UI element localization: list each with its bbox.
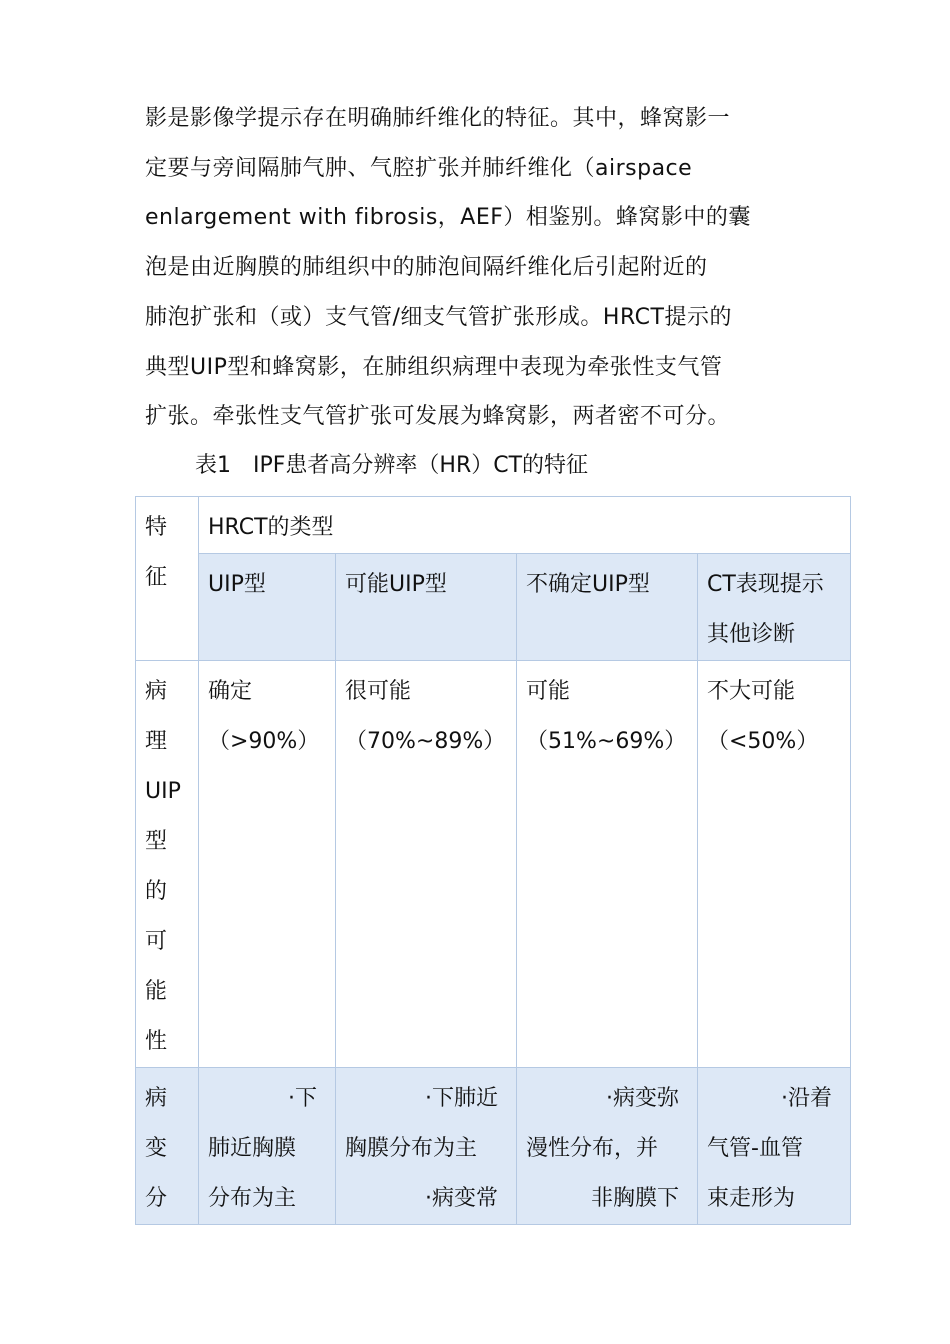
hrct-features-table <box>135 496 851 1225</box>
paragraph-line: 定要与旁间隔肺气肿、气腔扩张并肺纤维化（airspace <box>145 155 693 181</box>
body-paragraph <box>145 94 825 442</box>
probability-cell: 确定 （>90%） <box>199 661 336 1068</box>
distribution-cell: ·下 肺近胸膜 分布为主 <box>199 1068 336 1225</box>
paragraph-line: 典型UIP型和蜂窝影，在肺组织病理中表现为牵张性支气管 <box>145 354 723 380</box>
paragraph-line: enlargement with fibrosis，AEF）相鉴别。蜂窝影中的囊 <box>145 205 751 231</box>
probability-cell: 很可能 （70%~89%） <box>336 661 517 1068</box>
column-header-uip: UIP型 <box>199 554 336 661</box>
table-caption: 表1 IPF患者高分辨率（HR）CT的特征 <box>195 453 589 478</box>
probability-cell: 可能 （51%~69%） <box>517 661 698 1068</box>
paragraph-line: 扩张。牵张性支气管扩张可发展为蜂窝影，两者密不可分。 <box>145 404 731 430</box>
row-header-pathology-probability: 病 理 UIP 型 的 可 能 性 <box>136 661 199 1068</box>
column-header-possible-uip: 可能UIP型 <box>336 554 517 661</box>
paragraph-line: 影是影像学提示存在明确肺纤维化的特征。其中，蜂窝影一 <box>145 106 731 131</box>
row-header-distribution: 病 变 分 <box>136 1068 199 1225</box>
distribution-cell: ·下肺近 胸膜分布为主 ·病变常 <box>336 1068 517 1225</box>
probability-cell: 不大可能 （<50%） <box>698 661 851 1068</box>
column-header-other-diagnosis: CT表现提示 其他诊断 <box>698 554 851 661</box>
distribution-cell: ·病变弥 漫性分布，并 非胸膜下 <box>517 1068 698 1225</box>
paragraph-line: 泡是由近胸膜的肺组织中的肺泡间隔纤维化后引起附近的 <box>145 255 708 281</box>
column-header-indeterminate-uip: 不确定UIP型 <box>517 554 698 661</box>
row-header-feature: 特 征 <box>136 497 199 661</box>
paragraph-line: 肺泡扩张和（或）支气管/细支气管扩张形成。HRCT提示的 <box>145 304 732 330</box>
distribution-cell: ·沿着 气管-血管 束走形为 <box>698 1068 851 1225</box>
group-header-hrct-type: HRCT的类型 <box>199 497 851 554</box>
